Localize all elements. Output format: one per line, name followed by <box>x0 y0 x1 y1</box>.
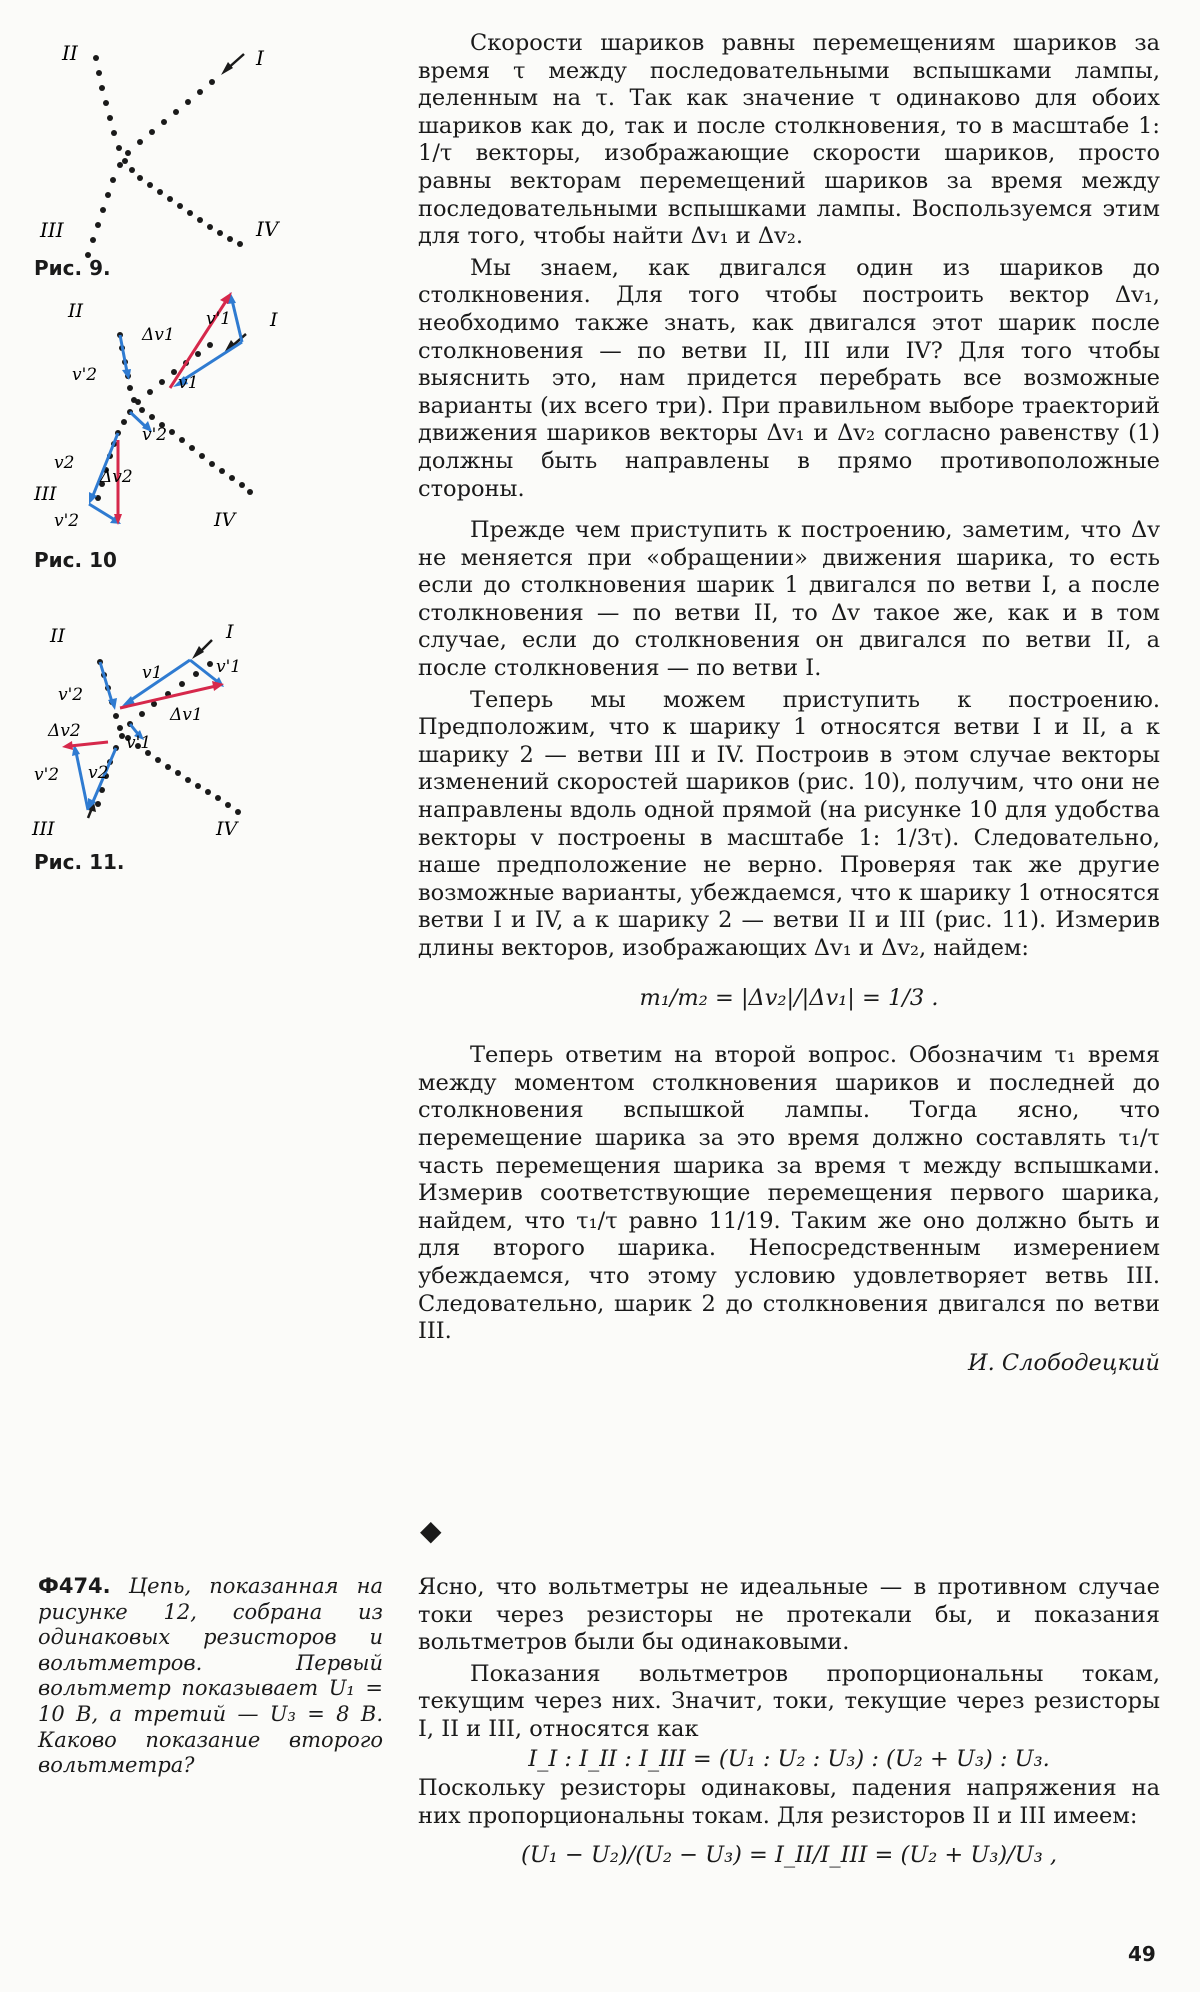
solution-paragraph-5: Теперь ответим на второй вопрос. Обозначим τ₁ время между моментом столкновения шариков и последней до столкновения вспышкой лампы. Тогда ясно, что перемещение шарика за это время должно составлять τ₁/τ часть перемещения шарика за время τ между вспышками. Измерив соответствующие перемещения первого шарика, найдем, что τ₁/τ равно 11/19. Таким же оно должно быть и для второго шарика. Непосредственным измерением убеждаемся, что этому условию удовлетворяет ветвь III. Следовательно, шарик 2 до столкновения двигался по ветви III. <box>418 1042 1160 1345</box>
branch-label-iii: III <box>34 483 57 505</box>
vector-label-v1-prime-low: v'1 <box>126 733 152 753</box>
branch-label-i: I <box>226 621 234 643</box>
answer-text <box>418 1574 1160 1882</box>
branch-label-iv: IV <box>216 818 238 840</box>
vector-label-v2: v2 <box>88 763 109 783</box>
figure-11 <box>30 620 330 850</box>
vector-label-v2: v2 <box>54 453 75 473</box>
vector-label-v2-prime-low: v'2 <box>34 765 60 785</box>
vector-label-v1: v1 <box>142 663 163 683</box>
problem-number: Ф474. <box>38 1574 111 1598</box>
branch-label-iv: IV <box>214 509 236 531</box>
current-ratio-formula: I_I : I_II : I_III = (U₁ : U₂ : U₃) : (U₂ + U₃) : U₃. <box>528 1745 1050 1772</box>
solution-text <box>418 30 1160 1377</box>
author: И. Слободецкий <box>968 1349 1160 1376</box>
answer-paragraph-3: Поскольку резисторы одинаковы, падения напряжения на них пропорциональны токам. Для резисторов II и III имеем: <box>418 1775 1160 1829</box>
vector-label-dv2: Δv2 <box>100 467 133 487</box>
mass-ratio-formula: m₁/m₂ = |Δv₂|/|Δv₁| = 1/3 . <box>639 984 939 1011</box>
answer-paragraph-2: Показания вольтметров пропорциональны токам, текущим через них. Значит, токи, текущие через резисторы I, II и III, относятся как <box>418 1660 1160 1742</box>
vector-label-dv1: Δv1 <box>142 325 175 345</box>
vector-label-v2-prime-top: v'2 <box>72 365 98 385</box>
section-separator: ◆ <box>420 1514 442 1547</box>
figure-9-caption: Рис. 9. <box>34 256 111 280</box>
solution-paragraph-2: Мы знаем, как двигался один из шариков до столкновения. Для того чтобы построить вектор Δv₁, необходимо также знать, как двигался этот шарик после столкновения — по ветви II, III или IV? Для того чтобы выяснить это, нам придется перебрать все возможные варианты (их всего три). При правильном выборе траекторий движения шариков векторы Δv₁ и Δv₂ согласно равенству (1) должны быть направлены в прямо противоположные стороны. <box>418 254 1160 502</box>
vector-label-v2-prime: v'2 <box>54 511 80 531</box>
vector-label-v1-prime: v'1 <box>206 309 232 329</box>
problem-f474 <box>38 1574 383 1779</box>
figure-10-caption: Рис. 10 <box>34 548 117 572</box>
solution-paragraph-1: Скорости шариков равны перемещениям шариков за время τ между последовательными вспышками лампы, деленным на τ. Так как значение τ одинаково для обоих шариков как до, так и после столкновения, то в масштабе 1: 1/τ векторы, изображающие скорости шариков, просто равны векторам перемещений шариков за время между последовательными вспышками лампы. Воспользуемся этим для того, чтобы найти Δv₁ и Δv₂. <box>418 30 1160 250</box>
branch-label-ii: II <box>68 300 84 322</box>
figure-11-caption: Рис. 11. <box>34 850 125 874</box>
answer-paragraph-1: Ясно, что вольтметры не идеальные — в противном случае токи через резисторы не протекали бы, и показания вольтметров были бы одинаковыми. <box>418 1574 1160 1656</box>
branch-label-ii: II <box>62 41 78 65</box>
vector-label-v2-prime-mid: v'2 <box>142 425 168 445</box>
problem-text: Цепь, показанная на рисунке 12, собрана из одинаковых резисторов и вольтметров. Первый вольтметр показывает U₁ = 10 В, а третий — U₃ = 8 В. Каково показание второго вольтметра? <box>38 1574 383 1778</box>
solution-paragraph-3: Прежде чем приступить к построению, заметим, что Δv не меняется при «обращении» движения шарика, то есть если до столкновения шарик 1 двигался по ветви I, а после столкновения — по ветви II, то Δv такое же, как и в том случае, если до столкновения он двигался по ветви II, а после столкновения — по ветви I. <box>418 517 1160 682</box>
branch-label-iii: III <box>32 818 55 840</box>
branch-label-iv: IV <box>256 217 279 241</box>
vector-label-v1-prime: v'1 <box>216 657 242 677</box>
figure-10 <box>30 290 330 550</box>
branch-label-iii: III <box>40 218 64 242</box>
solution-paragraph-4: Теперь мы можем приступить к построению. Предположим, что к шарику 1 относятся ветви I и II, а к шарику 2 — ветви III и IV. Построив в этом случае векторы изменений скоростей шариков (рис. 10), получим, что они не направлены вдоль одной прямой (на рисунке 10 для удобства векторы v построены в масштабе 1: 1/3τ). Следовательно, наше предположение не верно. Проверяя так же другие возможные варианты, убеждаемся, что к шарику 1 относятся ветви I и IV, а к шарику 2 — ветви II и III (рис. 11). Измерив длины векторов, изображающих Δv₁ и Δv₂, найдем: <box>418 686 1160 961</box>
branch-label-i: I <box>256 46 264 70</box>
voltage-ratio-formula: (U₁ − U₂)/(U₂ − U₃) = I_II/I_III = (U₂ + U₃)/U₃ , <box>520 1842 1058 1869</box>
branch-label-ii: II <box>50 625 66 647</box>
branch-label-i: I <box>270 309 278 331</box>
vector-label-dv1: Δv1 <box>170 705 203 725</box>
page-number: 49 <box>1128 1942 1156 1966</box>
vector-label-v2-prime-top: v'2 <box>58 685 84 705</box>
vector-label-dv2: Δv2 <box>48 721 81 741</box>
vector-label-v1: v1 <box>178 373 199 393</box>
